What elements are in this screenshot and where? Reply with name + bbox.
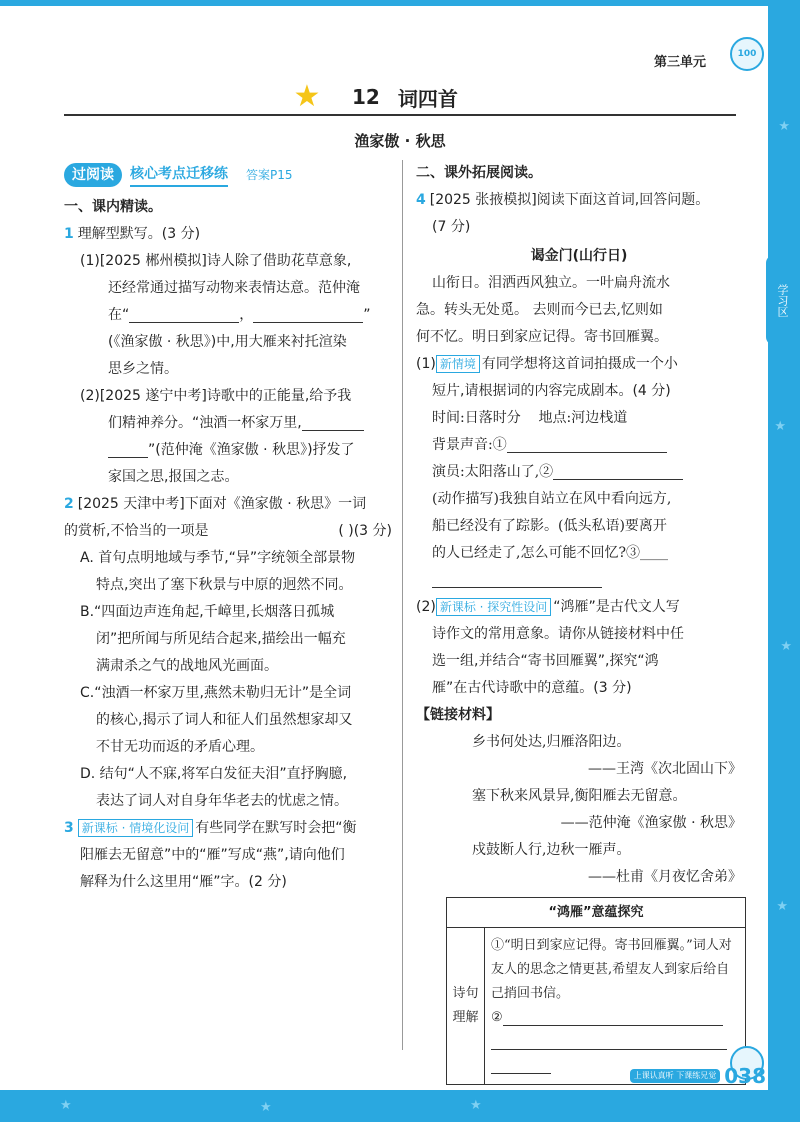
side-tab-study-area[interactable]: 学习区 bbox=[766, 255, 796, 345]
star-icon: ★ bbox=[774, 419, 786, 434]
lesson-name: 词四首 bbox=[397, 86, 458, 111]
question-number: 1 bbox=[64, 226, 74, 242]
text-line: 家国之思,报国之志。 bbox=[108, 469, 239, 485]
answer-blank[interactable] bbox=[491, 1034, 727, 1050]
text-line: 的人已经走了,怎么可能不回忆?③____ bbox=[432, 545, 668, 561]
star-icon: ★ bbox=[470, 1098, 482, 1113]
answer-blank[interactable] bbox=[491, 1058, 551, 1074]
text-line: (《渔家傲 · 秋思》)中,用大雁来衬托渲染 bbox=[108, 334, 347, 350]
text-fragment: 有同学想将这首词拍摄成一个小 bbox=[481, 356, 678, 372]
link-verse: 乡书何处达,归雁洛阳边。 bbox=[472, 734, 631, 750]
explore-table-header: “鸿雁”意蕴探究 bbox=[447, 898, 746, 928]
text-line: 思乡之情。 bbox=[108, 361, 178, 377]
text-fragment: 在“ bbox=[108, 307, 130, 323]
right-column bbox=[416, 160, 742, 1085]
text-fragment: ” bbox=[363, 307, 371, 323]
poem-line: 急。转头无处觅。 去则而今已去,忆则如 bbox=[416, 302, 663, 318]
text-line bbox=[64, 410, 392, 437]
option-a: A. 首句点明地域与季节,“异”字统领全部景物 bbox=[80, 550, 356, 566]
link-source: ——王湾《次北固山下》 bbox=[588, 761, 742, 777]
star-icon: ★ bbox=[60, 1098, 72, 1113]
section-heading: 一、课内精读。 bbox=[64, 199, 162, 215]
section-heading: 二、课外拓展阅读。 bbox=[416, 165, 542, 181]
text-line: 短片,请根据词的内容完成剧本。(4 分) bbox=[432, 383, 671, 399]
page-footer bbox=[630, 1064, 766, 1088]
option-a-cont: 特点,突出了塞下秋景与中原的迥然不同。 bbox=[96, 577, 353, 593]
answer-blank[interactable] bbox=[432, 572, 602, 588]
answer-blank[interactable] bbox=[302, 415, 364, 431]
text-line: (1)[2025 郴州模拟]诗人除了借助花草意象, bbox=[80, 253, 352, 269]
mascot-logo-icon: 100 bbox=[730, 37, 764, 71]
script-time: 时间:日落时分 bbox=[432, 410, 521, 426]
script-bg-sound bbox=[416, 432, 742, 459]
text-line bbox=[64, 437, 392, 464]
lesson-number: 12 bbox=[352, 85, 380, 109]
text-line: 阳雁去无留意”中的“雁”写成“燕”,请向他们 bbox=[80, 847, 345, 863]
option-c: C.“浊酒一杯家万里,燕然未勒归无计”是全词 bbox=[80, 685, 352, 701]
star-icon: ★ bbox=[780, 639, 792, 654]
text-line: 诗作文的常用意象。请你从链接材料中任 bbox=[432, 626, 684, 642]
text-fragment: 背景声音:① bbox=[432, 437, 507, 453]
question-number: 2 bbox=[64, 496, 74, 512]
reading-banner bbox=[64, 160, 392, 190]
script-place: 地点:河边栈道 bbox=[538, 410, 628, 426]
question-number: 3 bbox=[64, 820, 74, 836]
text-fragment: ② bbox=[491, 1010, 503, 1025]
text-line bbox=[64, 302, 392, 329]
explore-row-3 bbox=[491, 1030, 739, 1054]
poem-line: 何不忆。明日到家应记得。寄书回雁翼。 bbox=[416, 329, 668, 345]
link-verse: 戍鼓断人行,边秋一雁声。 bbox=[472, 842, 631, 858]
page-top-edge bbox=[0, 0, 800, 6]
text-fragment: ”(范仲淹《渔家傲 · 秋思》)抒发了 bbox=[148, 442, 355, 458]
banner-subtitle: 核心考点迁移练 bbox=[130, 163, 228, 187]
explore-row-2 bbox=[491, 1006, 739, 1030]
option-d-cont: 表达了词人对自身年华老去的忧虑之情。 bbox=[96, 793, 348, 809]
text-line: (7 分) bbox=[432, 219, 471, 235]
question-3 bbox=[64, 815, 392, 842]
explore-table-side: 诗句理解 bbox=[447, 928, 485, 1085]
explore-row-1: ①“明日到家应记得。寄书回雁翼。”词人对友人的思念之情更甚,希望友人到家后给自己捎回书信。 bbox=[491, 938, 732, 1001]
text-line: 选一组,并结合“寄书回雁翼”,探究“鸿 bbox=[432, 653, 659, 669]
option-b-cont: 闭”把所闻与所见结合起来,描绘出一幅充 bbox=[96, 631, 346, 647]
star-icon: ★ bbox=[776, 899, 788, 914]
answer-blank[interactable] bbox=[129, 307, 239, 323]
question-number: 4 bbox=[416, 192, 426, 208]
poem-title: 渔家傲 · 秋思 bbox=[354, 132, 446, 150]
question-tag: 新课标 · 探究性设问 bbox=[436, 598, 551, 616]
banner-badge: 过阅读 bbox=[64, 163, 122, 187]
question-stem: [2025 张掖模拟]阅读下面这首词,回答问题。 bbox=[429, 192, 710, 208]
text-line bbox=[416, 567, 742, 594]
text-line: 船已经没有了踪影。(低头私语)要离开 bbox=[432, 518, 667, 534]
script-time-place bbox=[416, 405, 742, 432]
question-stem: [2025 天津中考]下面对《渔家傲 · 秋思》一词 bbox=[77, 496, 367, 512]
option-b-cont: 满肃杀之气的战地风光画面。 bbox=[96, 658, 278, 674]
text-fragment: 演员:太阳落山了,② bbox=[432, 464, 554, 480]
star-icon: ★ bbox=[260, 1100, 272, 1115]
text-line: (动作描写)我独自站立在风中看向远方, bbox=[432, 491, 672, 507]
explore-table bbox=[446, 897, 746, 1085]
question-tag: 新课标 · 情境化设问 bbox=[78, 819, 193, 837]
star-badge-icon: ★ bbox=[293, 79, 321, 114]
question-stem: 理解型默写。(3 分) bbox=[77, 226, 201, 242]
sub-question-2: (2) 新课标 · 探究性设问 “鸿雁”是古代文人写 bbox=[416, 599, 680, 615]
link-material-title: 【链接材料】 bbox=[416, 707, 500, 723]
poem-line: 山衔日。泪洒西风独立。一叶扁舟流水 bbox=[432, 275, 670, 291]
text-line: 还经常通过描写动物来表情达意。范仲淹 bbox=[108, 280, 360, 296]
page-number: 038 bbox=[724, 1064, 766, 1088]
answer-blank[interactable] bbox=[553, 464, 683, 480]
star-icon: ★ bbox=[778, 119, 790, 134]
option-b: B.“四面边声连角起,千嶂里,长烟落日孤城 bbox=[80, 604, 335, 620]
option-d: D. 结句“人不寐,将军白发征夫泪”直抒胸臆, bbox=[80, 766, 348, 782]
option-c-cont: 的核心,揭示了词人和征人们虽然想家却又 bbox=[96, 712, 353, 728]
answer-paren[interactable]: ( )(3 分) bbox=[338, 523, 392, 539]
left-column bbox=[64, 160, 392, 896]
unit-label: 第三单元 bbox=[653, 55, 706, 70]
poem-subtitle: 谒金门(山行日) bbox=[530, 248, 628, 264]
text-line: (2)[2025 遂宁中考]诗歌中的正能量,给予我 bbox=[80, 388, 352, 404]
question-1 bbox=[64, 221, 392, 248]
question-stem: 有些同学在默写时会把“衡 bbox=[195, 820, 357, 836]
text-line: 解释为什么这里用“雁”字。(2 分) bbox=[80, 874, 287, 890]
title-divider bbox=[64, 114, 736, 116]
link-verse: 塞下秋来风景异,衡阳雁去无留意。 bbox=[472, 788, 687, 804]
question-4 bbox=[416, 187, 742, 214]
answer-reference: 答案P15 bbox=[246, 167, 293, 182]
page-right-border bbox=[768, 0, 800, 1122]
link-source: ——杜甫《月夜忆舍弟》 bbox=[588, 869, 742, 885]
explore-table-body bbox=[485, 928, 746, 1085]
column-divider bbox=[402, 160, 403, 1050]
answer-blank[interactable] bbox=[503, 1010, 723, 1026]
script-actor bbox=[416, 459, 742, 486]
text-line bbox=[64, 518, 392, 545]
lesson-title bbox=[290, 80, 510, 114]
text-fragment: 们精神养分。“浊酒一杯家万里, bbox=[108, 415, 302, 431]
sub-question-1: (1) 新情境 有同学想将这首词拍摄成一个小 bbox=[416, 356, 678, 372]
link-source: ——范仲淹《渔家傲 · 秋思》 bbox=[560, 815, 742, 831]
question-tag: 新情境 bbox=[436, 355, 480, 373]
answer-blank[interactable] bbox=[108, 442, 148, 458]
answer-blank[interactable] bbox=[253, 307, 363, 323]
text-fragment: “鸿雁”是古代文人写 bbox=[553, 599, 680, 615]
question-2 bbox=[64, 491, 392, 518]
option-c-cont: 不甘无功而返的矛盾心理。 bbox=[96, 739, 264, 755]
answer-blank[interactable] bbox=[507, 437, 667, 453]
text-line: 雁”在古代诗歌中的意蕴。(3 分) bbox=[432, 680, 632, 696]
text-fragment: ， bbox=[239, 307, 254, 323]
footer-tips: 上课认真听 下课练兄觉 bbox=[630, 1069, 721, 1083]
text-fragment: 的赏析,不恰当的一项是 bbox=[64, 523, 209, 539]
page-bottom-border bbox=[0, 1090, 800, 1122]
